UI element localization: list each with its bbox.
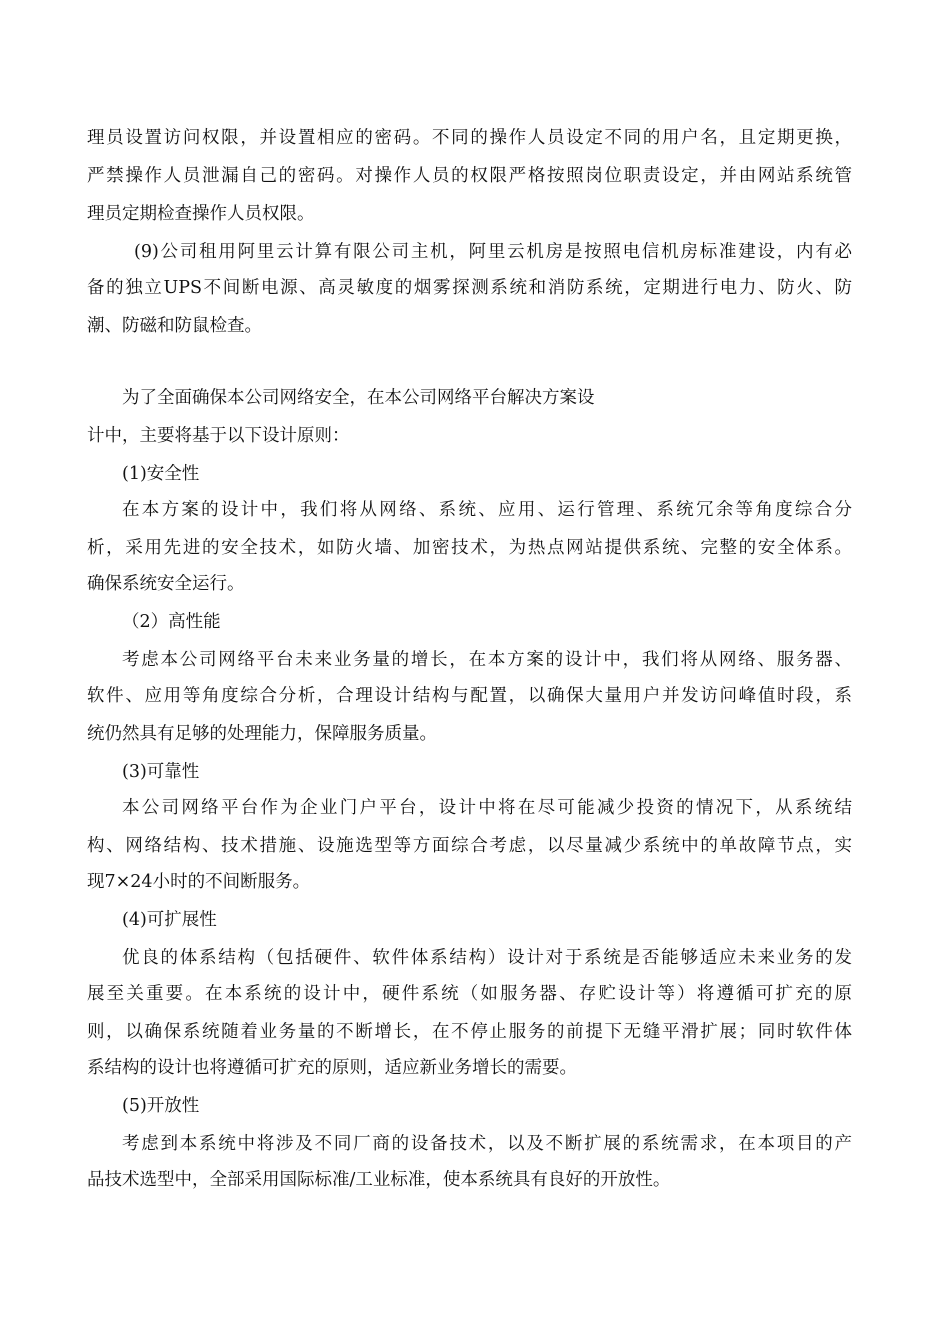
text-line: 备的独立UPS不间断电源、高灵敏度的烟雾探测系统和消防系统，定期进行电力、防火、防 xyxy=(87,278,852,298)
text-line: 构、网络结构、技术措施、设施选型等方面综合考虑，以尽量减少系统中的单故障节点，实 xyxy=(87,836,852,856)
text-line: (9)公司租用阿里云计算有限公司主机，阿里云机房是按照电信机房标准建设，内有必 xyxy=(134,242,852,262)
text-line: 品技术选型中，全部采用国际标准/工业标准，使本系统具有良好的开放性。 xyxy=(87,1170,671,1190)
intro-line: 为了全面确保本公司网络安全，在本公司网络平台解决方案设 xyxy=(122,388,595,408)
section-heading: (3)可靠性 xyxy=(122,762,200,782)
text-line: 析，采用先进的安全技术，如防火墙、加密技术，为热点网站提供系统、完整的安全体系。 xyxy=(87,538,852,558)
text-line: 系结构的设计也将遵循可扩充的原则，适应新业务增长的需要。 xyxy=(87,1058,577,1078)
text-line: 统仍然具有足够的处理能力，保障服务质量。 xyxy=(87,724,437,744)
section-heading: (4)可扩展性 xyxy=(122,910,217,930)
text-line: 理员定期检查操作人员权限。 xyxy=(87,204,315,224)
text-line: 确保系统安全运行。 xyxy=(87,574,245,594)
text-line: 本公司网络平台作为企业门户平台，设计中将在尽可能减少投资的情况下，从系统结 xyxy=(122,798,852,818)
text-line: 则，以确保系统随着业务量的不断增长，在不停止服务的前提下无缝平滑扩展；同时软件体 xyxy=(87,1022,852,1042)
text-line: 理员设置访问权限，并设置相应的密码。不同的操作人员设定不同的用户名，且定期更换， xyxy=(87,128,852,148)
text-line: 软件、应用等角度综合分析，合理设计结构与配置，以确保大量用户并发访问峰值时段，系 xyxy=(87,686,852,706)
text-line: 严禁操作人员泄漏自己的密码。对操作人员的权限严格按照岗位职责设定，并由网站系统管 xyxy=(87,166,852,186)
text-line: 潮、防磁和防鼠检查。 xyxy=(87,316,262,336)
text-line: 优良的体系结构（包括硬件、软件体系结构）设计对于系统是否能够适应未来业务的发 xyxy=(122,948,852,968)
text-line: 在本方案的设计中，我们将从网络、系统、应用、运行管理、系统冗余等角度综合分 xyxy=(122,500,852,520)
section-heading: (5)开放性 xyxy=(122,1096,200,1116)
section-heading: (1)安全性 xyxy=(122,464,200,484)
text-line: 考虑本公司网络平台未来业务量的增长，在本方案的设计中，我们将从网络、服务器、 xyxy=(122,650,852,670)
text-line: 展至关重要。在本系统的设计中，硬件系统（如服务器、存贮设计等）将遵循可扩充的原 xyxy=(87,984,852,1004)
section-heading: （2）高性能 xyxy=(122,612,221,632)
text-line: 现7×24小时的不间断服务。 xyxy=(87,872,311,892)
intro-line: 计中，主要将基于以下设计原则： xyxy=(87,426,350,446)
text-line: 考虑到本系统中将涉及不同厂商的设备技术，以及不断扩展的系统需求，在本项目的产 xyxy=(122,1134,852,1154)
